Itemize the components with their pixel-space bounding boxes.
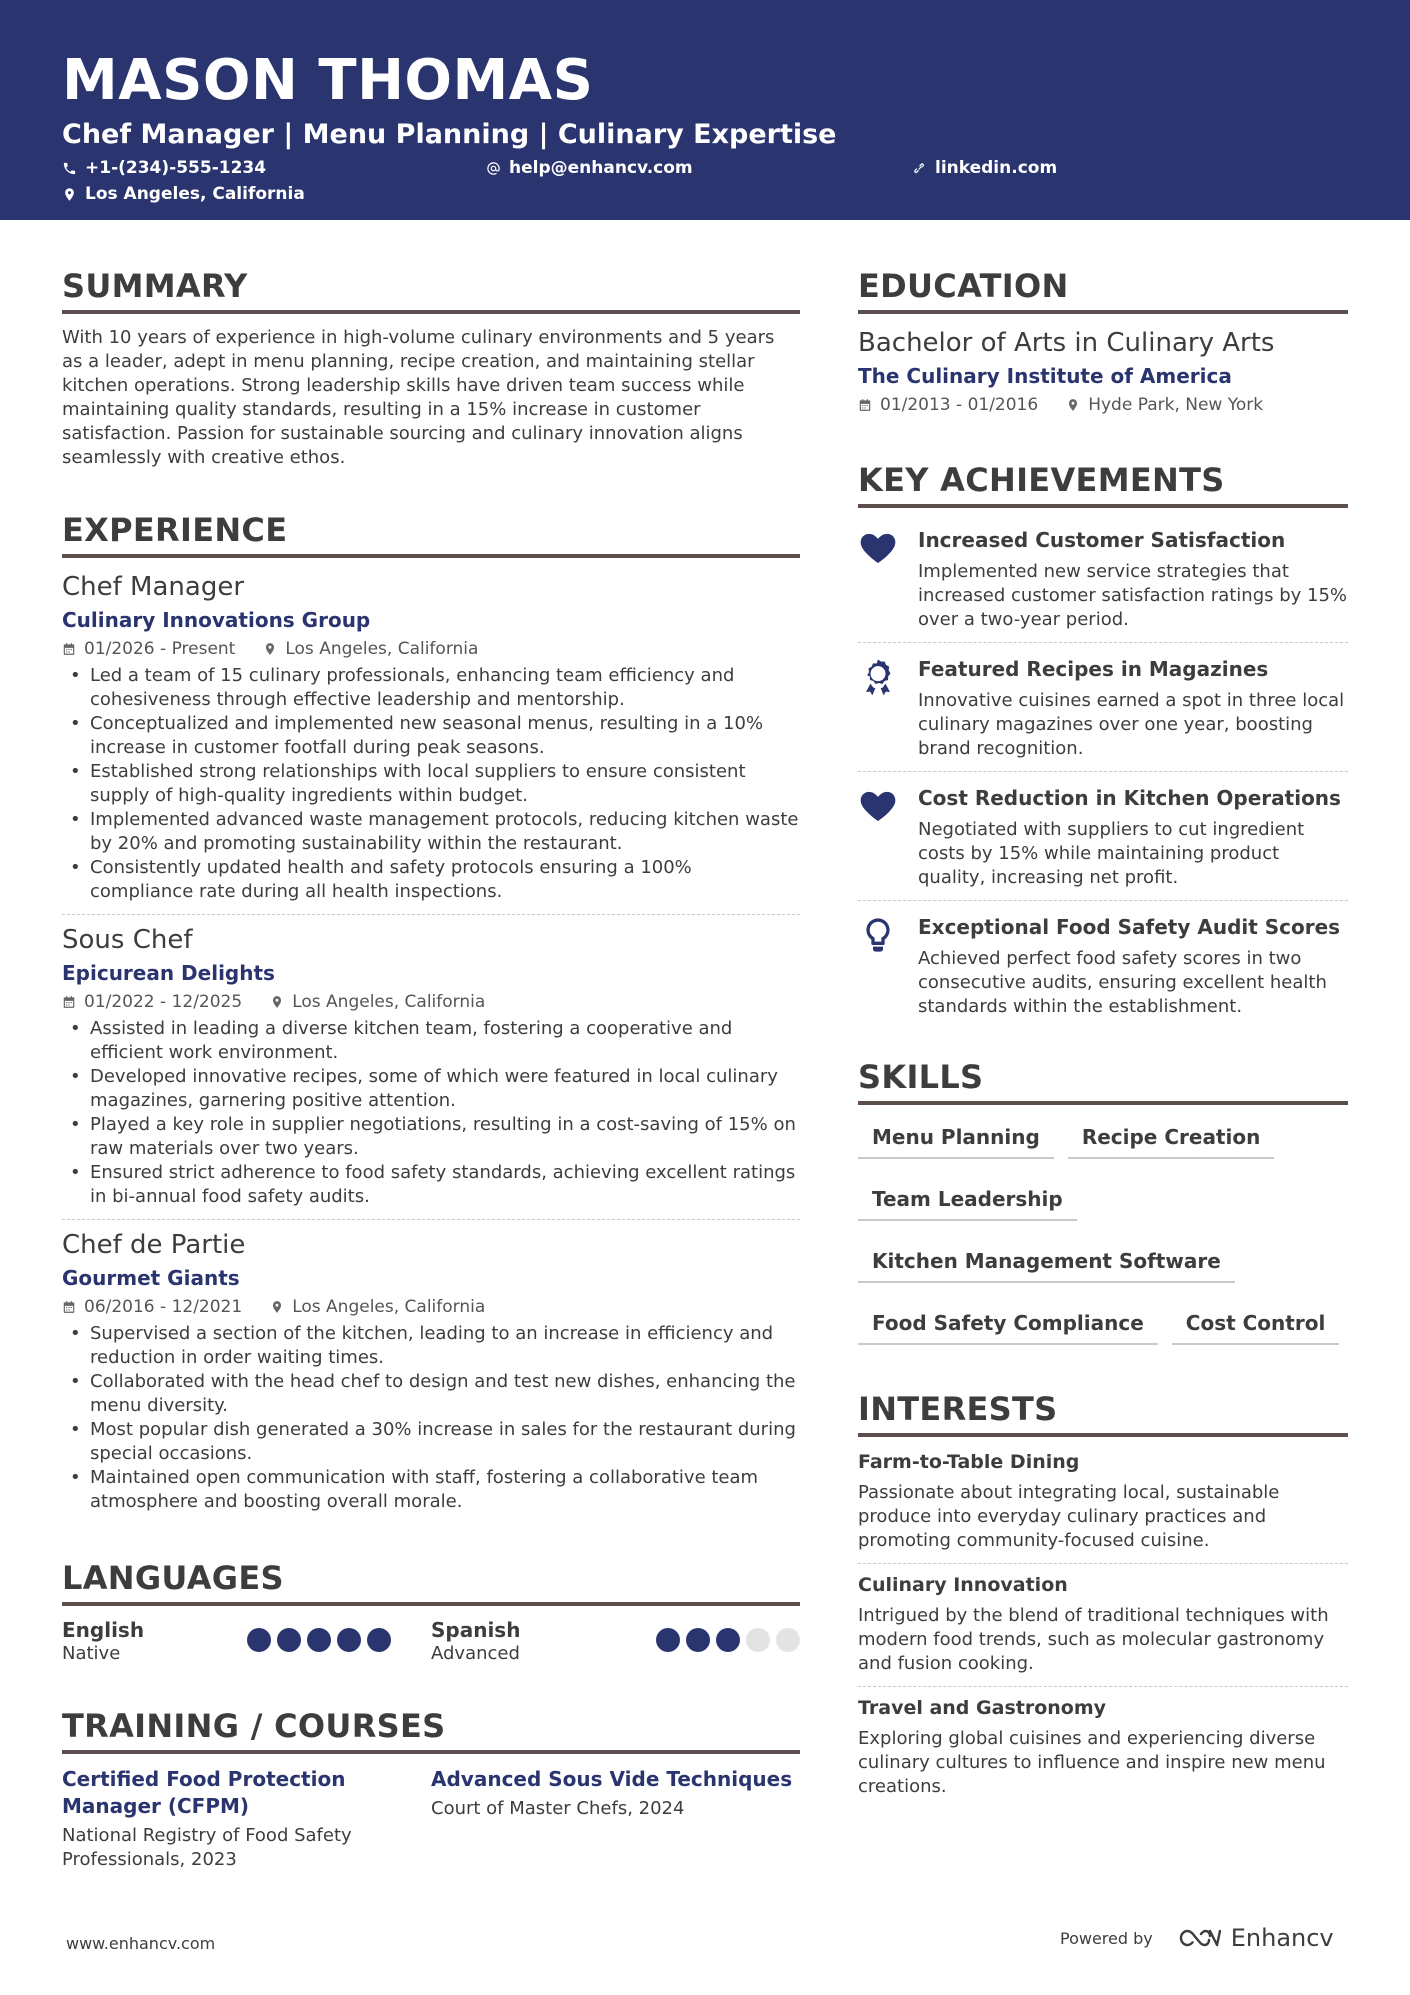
contact-email[interactable] xyxy=(486,158,693,178)
rating-dot-filled xyxy=(307,1628,331,1652)
location-pin-icon xyxy=(1066,398,1080,412)
education-title: EDUCATION xyxy=(858,266,1348,314)
achievement-item xyxy=(858,520,1348,642)
linkedin-text: linkedin.com xyxy=(935,158,1058,178)
experience-entry xyxy=(62,1228,800,1514)
contact-linkedin[interactable] xyxy=(912,158,1057,178)
svg-text:1: 1 xyxy=(874,669,882,681)
achievement-item xyxy=(858,907,1348,1029)
job-bullet: • Collaborated with the head chef to design and test new dishes, enhancing the menu diversity. xyxy=(62,1370,800,1418)
languages-section xyxy=(62,1558,800,1666)
phone-text: +1-(234)-555-1234 xyxy=(85,158,267,178)
job-location: Los Angeles, California xyxy=(292,992,486,1012)
course-title: Advanced Sous Vide Techniques xyxy=(431,1767,793,1791)
job-meta xyxy=(62,1294,800,1320)
job-bullets xyxy=(62,1017,800,1209)
interest-item xyxy=(858,1449,1348,1553)
interest-item xyxy=(858,1695,1348,1799)
achievement-desc: Negotiated with suppliers to cut ingredient costs by 15% while maintaining product quality, increasing net profit. xyxy=(918,819,1305,888)
skill-tag: Food Safety Compliance xyxy=(858,1303,1158,1345)
courses-list xyxy=(62,1766,800,1872)
skill-tag: Cost Control xyxy=(1172,1303,1340,1345)
interests-section xyxy=(858,1389,1348,1799)
skills-section xyxy=(858,1057,1348,1345)
interest-title: Farm-to-Table Dining xyxy=(858,1451,1080,1473)
summary-title: SUMMARY xyxy=(62,266,800,314)
divider xyxy=(858,771,1348,772)
calendar-icon xyxy=(62,642,76,656)
languages-list xyxy=(62,1618,800,1666)
language-name: Spanish xyxy=(431,1618,521,1642)
divider xyxy=(62,914,800,915)
link-icon xyxy=(912,161,927,176)
interest-desc: Exploring global cuisines and experiencing diverse culinary cultures to influence and inspire new menu creations. xyxy=(858,1728,1326,1797)
contact-info xyxy=(62,158,1410,218)
education-meta xyxy=(858,392,1348,418)
job-bullet: • Implemented advanced waste management protocols, reducing kitchen waste by 20% and promoting sustainability within the restaurant. xyxy=(62,808,800,856)
education-section xyxy=(858,266,1348,418)
interest-desc: Passionate about integrating local, sustainable produce into everyday culinary practices and promoting community-focused cuisine. xyxy=(858,1482,1280,1551)
education-school: The Culinary Institute of America xyxy=(858,364,1232,388)
job-bullets xyxy=(62,664,800,904)
divider xyxy=(858,900,1348,901)
course-title: Certified Food Protection Manager (CFPM) xyxy=(62,1767,346,1818)
job-dates: 01/2022 - 12/2025 xyxy=(84,992,243,1012)
language-rating xyxy=(656,1628,800,1652)
course-item xyxy=(62,1766,431,1872)
job-role: Chef Manager xyxy=(62,572,245,602)
calendar-icon xyxy=(858,398,872,412)
job-bullet: • Developed innovative recipes, some of which were featured in local culinary magazines, garnering positive attention. xyxy=(62,1065,800,1113)
language-level: Native xyxy=(62,1643,121,1664)
powered-by-text: Powered by xyxy=(1060,1928,1153,1948)
job-bullet: • Maintained open communication with staff, fostering a collaborative team atmosphere and boosting overall morale. xyxy=(62,1466,800,1514)
achievement-title: Exceptional Food Safety Audit Scores xyxy=(918,915,1341,939)
skill-tag: Menu Planning xyxy=(858,1117,1054,1159)
job-bullet: • Led a team of 15 culinary professionals, enhancing team efficiency and cohesiveness through effective leadership and mentorship. xyxy=(62,664,800,712)
achievement-desc: Implemented new service strategies that increased customer satisfaction ratings by 15% over a two-year period. xyxy=(918,561,1348,630)
rating-dot-filled xyxy=(716,1628,740,1652)
training-section xyxy=(62,1706,800,1872)
summary-text: With 10 years of experience in high-volume culinary environments and 5 years as a leader, adept in menu planning, recipe creation, and maintaining stellar kitchen operations. Strong leadership skills have driven team success while maintaining quality standards, resulting in a 15% increase in customer satisfaction. Passion for sustainable sourcing and culinary innovation aligns seamlessly with creative ethos. xyxy=(62,327,775,468)
brand-logo[interactable] xyxy=(1177,1924,1334,1952)
rating-dot-empty xyxy=(746,1628,770,1652)
job-meta xyxy=(62,989,800,1015)
location-text: Los Angeles, California xyxy=(85,184,305,204)
job-bullet: • Supervised a section of the kitchen, leading to an increase in efficiency and reduction in order waiting times. xyxy=(62,1322,800,1370)
achievement-item xyxy=(858,649,1348,771)
contact-phone[interactable] xyxy=(62,158,266,178)
location-pin-icon xyxy=(62,187,77,202)
achievement-desc: Innovative cuisines earned a spot in three local culinary magazines over one year, boosting brand recognition. xyxy=(918,690,1345,759)
skill-tag: Recipe Creation xyxy=(1068,1117,1275,1159)
phone-icon xyxy=(62,161,77,176)
at-sign-icon xyxy=(486,161,501,176)
award-ribbon-icon xyxy=(858,657,898,697)
rating-dot-empty xyxy=(776,1628,800,1652)
job-bullet: • Played a key role in supplier negotiations, resulting in a cost-saving of 15% on raw materials over two years. xyxy=(62,1113,800,1161)
skills-list xyxy=(858,1117,1348,1345)
rating-dot-filled xyxy=(247,1628,271,1652)
achievement-title: Featured Recipes in Magazines xyxy=(918,657,1269,681)
languages-title: LANGUAGES xyxy=(62,1558,800,1606)
resume-header xyxy=(0,0,1410,220)
experience-entry xyxy=(62,570,800,904)
language-rating xyxy=(247,1628,391,1652)
job-role: Chef de Partie xyxy=(62,1230,246,1260)
achievement-item xyxy=(858,778,1348,900)
achievement-title: Cost Reduction in Kitchen Operations xyxy=(918,786,1341,810)
interest-desc: Intrigued by the blend of traditional techniques with modern food trends, such as molecular gastronomy and fusion cooking. xyxy=(858,1605,1329,1674)
job-bullet: • Assisted in leading a diverse kitchen team, fostering a cooperative and efficient work environment. xyxy=(62,1017,800,1065)
rating-dot-filled xyxy=(277,1628,301,1652)
job-dates: 06/2016 - 12/2021 xyxy=(84,1297,243,1317)
job-meta xyxy=(62,636,800,662)
skills-title: SKILLS xyxy=(858,1057,1348,1105)
job-company: Gourmet Giants xyxy=(62,1266,240,1290)
calendar-icon xyxy=(62,1300,76,1314)
interest-item xyxy=(858,1572,1348,1676)
left-column xyxy=(62,266,800,1872)
language-item xyxy=(431,1618,800,1666)
language-name: English xyxy=(62,1618,145,1642)
location-pin-icon xyxy=(263,642,277,656)
job-bullets xyxy=(62,1322,800,1514)
experience-entry xyxy=(62,923,800,1209)
divider xyxy=(858,1686,1348,1687)
footer-branding xyxy=(1060,1924,1334,1952)
location-pin-icon xyxy=(270,995,284,1009)
job-bullet: • Conceptualized and implemented new seasonal menus, resulting in a 10% increase in customer footfall during peak seasons. xyxy=(62,712,800,760)
job-location: Los Angeles, California xyxy=(292,1297,486,1317)
job-bullet: • Established strong relationships with local suppliers to ensure consistent supply of high-quality ingredients within budget. xyxy=(62,760,800,808)
education-location: Hyde Park, New York xyxy=(1088,395,1264,415)
heart-icon xyxy=(858,528,898,568)
skill-tag: Team Leadership xyxy=(858,1179,1077,1221)
interests-title: INTERESTS xyxy=(858,1389,1348,1437)
email-text: help@enhancv.com xyxy=(509,158,693,178)
achievements-section xyxy=(858,460,1348,1029)
interest-title: Culinary Innovation xyxy=(858,1574,1068,1596)
candidate-name: MASON THOMAS xyxy=(62,48,594,113)
right-column xyxy=(858,266,1348,1799)
achievement-desc: Achieved perfect food safety scores in two consecutive audits, ensuring excellent health standards within the establishment. xyxy=(918,948,1327,1017)
education-degree: Bachelor of Arts in Culinary Arts xyxy=(858,328,1275,358)
interest-title: Travel and Gastronomy xyxy=(858,1697,1107,1719)
experience-title: EXPERIENCE xyxy=(62,510,800,558)
training-title: TRAINING / COURSES xyxy=(62,1706,800,1754)
rating-dot-filled xyxy=(367,1628,391,1652)
summary-section xyxy=(62,266,800,470)
calendar-icon xyxy=(62,995,76,1009)
rating-dot-filled xyxy=(686,1628,710,1652)
candidate-headline: Chef Manager | Menu Planning | Culinary Expertise xyxy=(62,119,837,150)
location-pin-icon xyxy=(270,1300,284,1314)
enhancv-logo-icon xyxy=(1177,1926,1221,1950)
divider xyxy=(62,1219,800,1220)
footer-website[interactable]: www.enhancv.com xyxy=(66,1934,216,1953)
rating-dot-filled xyxy=(337,1628,361,1652)
language-level: Advanced xyxy=(431,1643,520,1664)
job-bullet: • Most popular dish generated a 30% increase in sales for the restaurant during special occasions. xyxy=(62,1418,800,1466)
contact-location xyxy=(62,184,305,204)
divider xyxy=(858,642,1348,643)
job-company: Culinary Innovations Group xyxy=(62,608,371,632)
rating-dot-filled xyxy=(656,1628,680,1652)
skill-tag: Kitchen Management Software xyxy=(858,1241,1235,1283)
job-bullet: • Consistently updated health and safety protocols ensuring a 100% compliance rate during all health inspections. xyxy=(62,856,800,904)
brand-name: Enhancv xyxy=(1230,1924,1334,1952)
achievements-title: KEY ACHIEVEMENTS xyxy=(858,460,1348,508)
course-item xyxy=(431,1766,800,1872)
job-dates: 01/2026 - Present xyxy=(84,639,236,659)
experience-section xyxy=(62,510,800,1514)
course-provider: Court of Master Chefs, 2024 xyxy=(431,1798,685,1819)
education-dates: 01/2013 - 01/2016 xyxy=(880,395,1039,415)
job-bullet: • Ensured strict adherence to food safety standards, achieving excellent ratings in bi-annual food safety audits. xyxy=(62,1161,800,1209)
job-role: Sous Chef xyxy=(62,925,193,955)
job-location: Los Angeles, California xyxy=(285,639,479,659)
lightbulb-icon xyxy=(858,915,898,955)
achievement-title: Increased Customer Satisfaction xyxy=(918,528,1286,552)
heart-icon xyxy=(858,786,898,826)
language-item xyxy=(62,1618,431,1666)
course-provider: National Registry of Food Safety Professionals, 2023 xyxy=(62,1825,352,1870)
job-company: Epicurean Delights xyxy=(62,961,275,985)
divider xyxy=(858,1563,1348,1564)
